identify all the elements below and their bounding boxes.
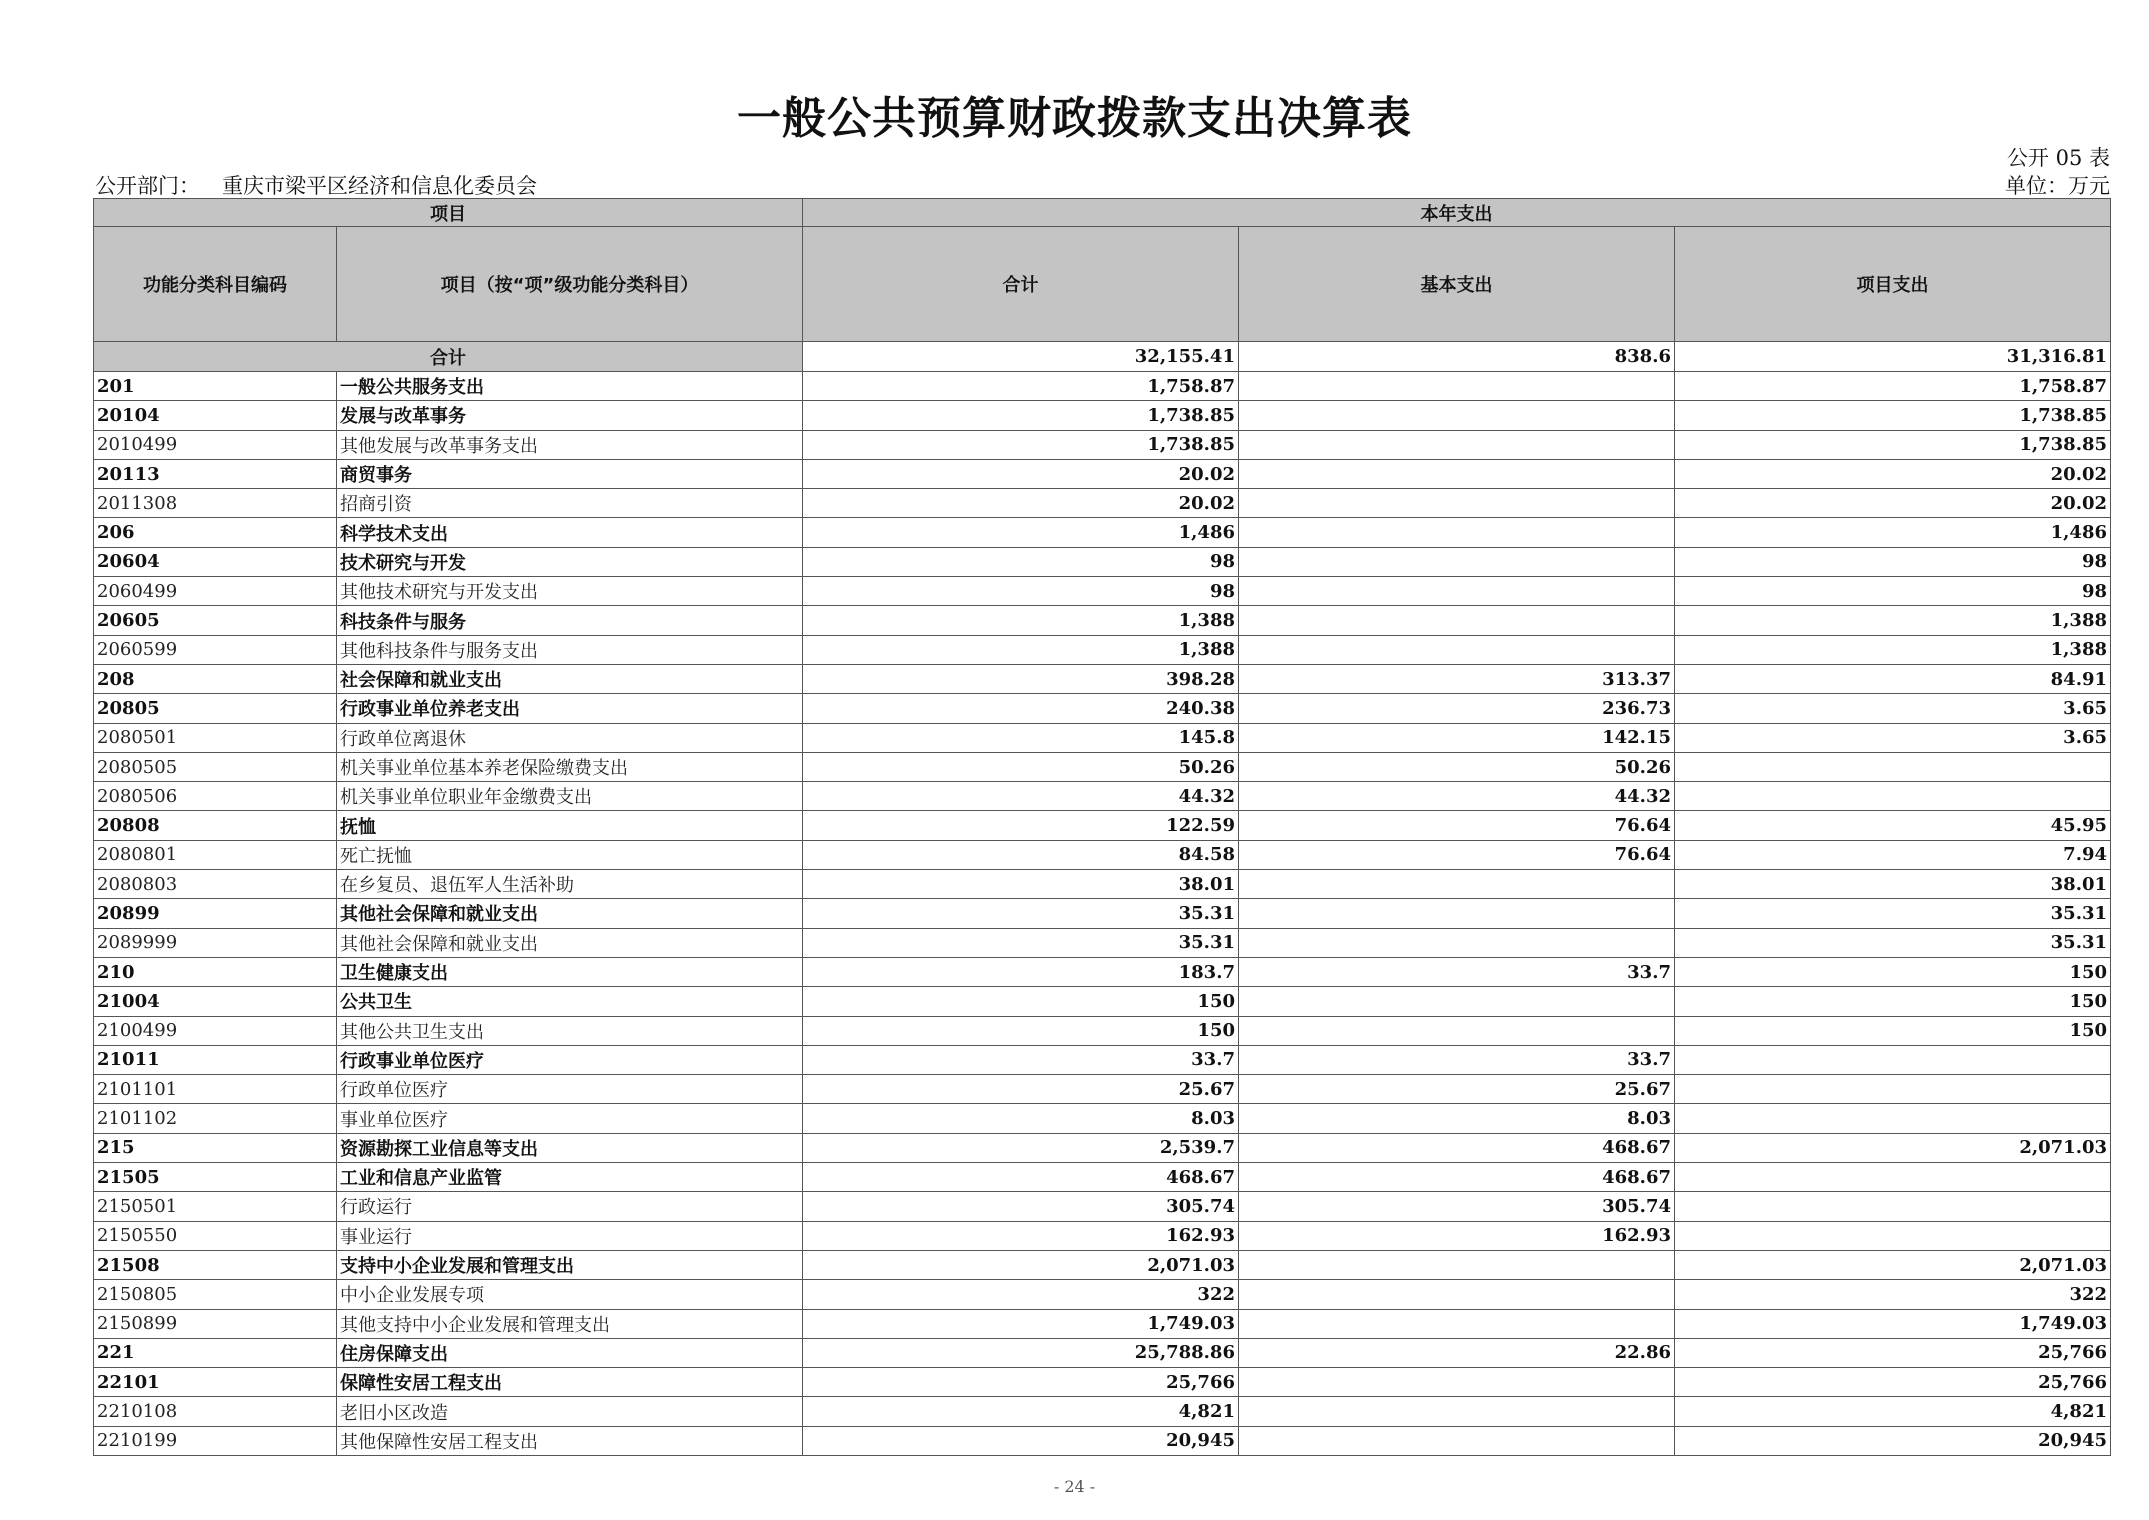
total-cell: 98 [803, 547, 1239, 576]
table-row [94, 782, 2111, 811]
header-total: 合计 [803, 227, 1239, 342]
basic-cell: 76.64 [1239, 811, 1675, 840]
project-cell: 45.95 [1675, 811, 2111, 840]
project-cell [1675, 782, 2111, 811]
total-cell: 98 [803, 577, 1239, 606]
basic-cell: 33.7 [1239, 1045, 1675, 1074]
header-basic: 基本支出 [1239, 227, 1675, 342]
project-cell: 1,738.85 [1675, 430, 2111, 459]
project-cell [1675, 1221, 2111, 1250]
department-name: 重庆市梁平区经济和信息化委员会 [222, 174, 537, 198]
name-cell: 行政单位医疗 [337, 1075, 803, 1104]
basic-cell: 236.73 [1239, 694, 1675, 723]
table-row [94, 1426, 2111, 1455]
project-cell: 1,749.03 [1675, 1309, 2111, 1338]
code-cell: 2080803 [94, 870, 337, 899]
total-cell: 1,388 [803, 606, 1239, 635]
total-cell: 398.28 [803, 664, 1239, 693]
code-cell: 2150550 [94, 1221, 337, 1250]
name-cell: 住房保障支出 [337, 1338, 803, 1367]
total-cell: 305.74 [803, 1192, 1239, 1221]
project-cell: 20.02 [1675, 489, 2111, 518]
code-cell: 20113 [94, 459, 337, 488]
name-cell: 其他支持中小企业发展和管理支出 [337, 1309, 803, 1338]
name-cell: 行政运行 [337, 1192, 803, 1221]
total-cell: 50.26 [803, 752, 1239, 781]
project-cell: 150 [1675, 987, 2111, 1016]
basic-cell [1239, 430, 1675, 459]
name-cell: 商贸事务 [337, 459, 803, 488]
project-cell: 20,945 [1675, 1426, 2111, 1455]
code-cell: 2011308 [94, 489, 337, 518]
project-cell: 1,388 [1675, 606, 2111, 635]
basic-cell [1239, 547, 1675, 576]
table-row [94, 1397, 2111, 1426]
department-label: 公开部门： [95, 174, 200, 198]
table-row [94, 1133, 2111, 1162]
code-cell: 2210199 [94, 1426, 337, 1455]
table-row [94, 635, 2111, 664]
total-cell: 468.67 [803, 1163, 1239, 1192]
total-cell: 25.67 [803, 1075, 1239, 1104]
header-project: 项目支出 [1675, 227, 2111, 342]
basic-cell: 305.74 [1239, 1192, 1675, 1221]
total-cell: 122.59 [803, 811, 1239, 840]
code-cell: 2089999 [94, 928, 337, 957]
total-cell: 84.58 [803, 840, 1239, 869]
total-cell: 1,758.87 [803, 372, 1239, 401]
code-cell: 2080801 [94, 840, 337, 869]
project-cell: 1,738.85 [1675, 401, 2111, 430]
header-code: 功能分类科目编码 [94, 227, 337, 342]
basic-cell: 33.7 [1239, 957, 1675, 986]
project-cell: 20.02 [1675, 459, 2111, 488]
basic-cell: 8.03 [1239, 1104, 1675, 1133]
project-cell: 84.91 [1675, 664, 2111, 693]
name-cell: 老旧小区改造 [337, 1397, 803, 1426]
table-row [94, 1163, 2111, 1192]
name-cell: 机关事业单位基本养老保险缴费支出 [337, 752, 803, 781]
name-cell: 其他科技条件与服务支出 [337, 635, 803, 664]
table-row [94, 664, 2111, 693]
code-cell: 21505 [94, 1163, 337, 1192]
code-cell: 215 [94, 1133, 337, 1162]
code-cell: 2101101 [94, 1075, 337, 1104]
header-item: 项目 [94, 199, 803, 227]
total-cell: 4,821 [803, 1397, 1239, 1426]
table-row [94, 606, 2111, 635]
name-cell: 保障性安居工程支出 [337, 1368, 803, 1397]
project-cell: 25,766 [1675, 1338, 2111, 1367]
basic-cell [1239, 1368, 1675, 1397]
project-cell: 1,388 [1675, 635, 2111, 664]
name-cell: 科学技术支出 [337, 518, 803, 547]
code-cell: 2150805 [94, 1280, 337, 1309]
project-cell: 150 [1675, 957, 2111, 986]
total-cell: 1,738.85 [803, 401, 1239, 430]
code-cell: 2060499 [94, 577, 337, 606]
project-cell: 1,758.87 [1675, 372, 2111, 401]
project-cell: 98 [1675, 547, 2111, 576]
total-label: 合计 [94, 342, 803, 372]
project-cell [1675, 1045, 2111, 1074]
name-cell: 在乡复员、退伍军人生活补助 [337, 870, 803, 899]
code-cell: 208 [94, 664, 337, 693]
project-cell: 3.65 [1675, 723, 2111, 752]
name-cell: 发展与改革事务 [337, 401, 803, 430]
basic-cell [1239, 870, 1675, 899]
total-cell: 2,539.7 [803, 1133, 1239, 1162]
project-cell: 322 [1675, 1280, 2111, 1309]
name-cell: 公共卫生 [337, 987, 803, 1016]
basic-cell: 162.93 [1239, 1221, 1675, 1250]
total-cell: 20,945 [803, 1426, 1239, 1455]
project-cell: 35.31 [1675, 899, 2111, 928]
table-row [94, 1250, 2111, 1279]
name-cell: 死亡抚恤 [337, 840, 803, 869]
basic-cell [1239, 518, 1675, 547]
total-cell: 25,788.86 [803, 1338, 1239, 1367]
basic-cell: 468.67 [1239, 1163, 1675, 1192]
name-cell: 资源勘探工业信息等支出 [337, 1133, 803, 1162]
code-cell: 20605 [94, 606, 337, 635]
code-cell: 2080505 [94, 752, 337, 781]
code-cell: 2101102 [94, 1104, 337, 1133]
total-cell: 1,738.85 [803, 430, 1239, 459]
project-cell [1675, 1192, 2111, 1221]
basic-cell [1239, 899, 1675, 928]
table-row [94, 518, 2111, 547]
code-cell: 2150501 [94, 1192, 337, 1221]
code-cell: 21004 [94, 987, 337, 1016]
table-body [94, 372, 2111, 1456]
total-cell: 183.7 [803, 957, 1239, 986]
code-cell: 21508 [94, 1250, 337, 1279]
total-cell: 33.7 [803, 1045, 1239, 1074]
table-row [94, 430, 2111, 459]
total-cell: 162.93 [803, 1221, 1239, 1250]
code-cell: 221 [94, 1338, 337, 1367]
project-cell [1675, 1104, 2111, 1133]
name-cell: 其他社会保障和就业支出 [337, 928, 803, 957]
table-row [94, 401, 2111, 430]
table-row [94, 870, 2111, 899]
page-number: - 24 - [1053, 1477, 1096, 1496]
table-row [94, 547, 2111, 576]
basic-cell: 22.86 [1239, 1338, 1675, 1367]
total-cell: 240.38 [803, 694, 1239, 723]
project-cell: 1,486 [1675, 518, 2111, 547]
code-cell: 2100499 [94, 1016, 337, 1045]
table-row [94, 987, 2111, 1016]
basic-cell [1239, 577, 1675, 606]
name-cell: 其他公共卫生支出 [337, 1016, 803, 1045]
basic-cell: 468.67 [1239, 1133, 1675, 1162]
name-cell: 行政事业单位医疗 [337, 1045, 803, 1074]
basic-cell [1239, 1250, 1675, 1279]
name-cell: 中小企业发展专项 [337, 1280, 803, 1309]
basic-cell: 76.64 [1239, 840, 1675, 869]
code-cell: 20604 [94, 547, 337, 576]
project-cell: 35.31 [1675, 928, 2111, 957]
name-cell: 工业和信息产业监管 [337, 1163, 803, 1192]
table-number: 公开 05 表 [2006, 146, 2110, 170]
code-cell: 2150899 [94, 1309, 337, 1338]
basic-cell [1239, 1426, 1675, 1455]
basic-cell [1239, 606, 1675, 635]
total-cell: 1,749.03 [803, 1309, 1239, 1338]
table-row [94, 694, 2111, 723]
table-row [94, 840, 2111, 869]
table-row [94, 928, 2111, 957]
name-cell: 机关事业单位职业年金缴费支出 [337, 782, 803, 811]
header-current-year: 本年支出 [803, 199, 2111, 227]
basic-cell [1239, 489, 1675, 518]
name-cell: 行政单位离退休 [337, 723, 803, 752]
total-cell: 20.02 [803, 459, 1239, 488]
basic-cell [1239, 1280, 1675, 1309]
basic-cell: 50.26 [1239, 752, 1675, 781]
total-cell: 2,071.03 [803, 1250, 1239, 1279]
name-cell: 抚恤 [337, 811, 803, 840]
basic-cell [1239, 1397, 1675, 1426]
total-cell: 1,486 [803, 518, 1239, 547]
document-title: 一般公共预算财政拨款支出决算表 [737, 93, 1412, 144]
table-row [94, 459, 2111, 488]
basic-cell [1239, 928, 1675, 957]
total-cell: 35.31 [803, 899, 1239, 928]
table-row [94, 723, 2111, 752]
basic-cell [1239, 635, 1675, 664]
table-row [94, 1338, 2111, 1367]
table-row [94, 1045, 2111, 1074]
table-row [94, 1016, 2111, 1045]
name-cell: 科技条件与服务 [337, 606, 803, 635]
table-row [94, 957, 2111, 986]
project-cell [1675, 752, 2111, 781]
code-cell: 2060599 [94, 635, 337, 664]
total-cell: 20.02 [803, 489, 1239, 518]
table-row [94, 1368, 2111, 1397]
name-cell: 一般公共服务支出 [337, 372, 803, 401]
code-cell: 206 [94, 518, 337, 547]
code-cell: 210 [94, 957, 337, 986]
name-cell: 技术研究与开发 [337, 547, 803, 576]
total-cell: 8.03 [803, 1104, 1239, 1133]
table-row [94, 1192, 2111, 1221]
project-cell: 3.65 [1675, 694, 2111, 723]
table-row [94, 1221, 2111, 1250]
basic-cell [1239, 401, 1675, 430]
code-cell: 2010499 [94, 430, 337, 459]
name-cell: 其他社会保障和就业支出 [337, 899, 803, 928]
project-cell: 98 [1675, 577, 2111, 606]
code-cell: 2080501 [94, 723, 337, 752]
code-cell: 2210108 [94, 1397, 337, 1426]
table-row [94, 1075, 2111, 1104]
expenditure-table [93, 198, 2111, 1456]
total-cell: 322 [803, 1280, 1239, 1309]
code-cell: 20808 [94, 811, 337, 840]
project-cell [1675, 1075, 2111, 1104]
project-cell [1675, 1163, 2111, 1192]
code-cell: 2080506 [94, 782, 337, 811]
project-cell: 2,071.03 [1675, 1133, 2111, 1162]
table-row [94, 1280, 2111, 1309]
project-cell: 25,766 [1675, 1368, 2111, 1397]
table-row [94, 489, 2111, 518]
table-row [94, 899, 2111, 928]
code-cell: 20899 [94, 899, 337, 928]
code-cell: 20805 [94, 694, 337, 723]
table-row [94, 1309, 2111, 1338]
basic-cell [1239, 372, 1675, 401]
project-cell: 4,821 [1675, 1397, 2111, 1426]
basic-cell [1239, 1309, 1675, 1338]
project-cell: 150 [1675, 1016, 2111, 1045]
name-cell: 行政事业单位养老支出 [337, 694, 803, 723]
code-cell: 21011 [94, 1045, 337, 1074]
basic-cell: 313.37 [1239, 664, 1675, 693]
total-cell: 44.32 [803, 782, 1239, 811]
code-cell: 20104 [94, 401, 337, 430]
code-cell: 22101 [94, 1368, 337, 1397]
unit-label: 单位：万元 [2005, 174, 2110, 198]
table-row [94, 372, 2111, 401]
basic-cell: 25.67 [1239, 1075, 1675, 1104]
name-cell: 事业运行 [337, 1221, 803, 1250]
code-cell: 201 [94, 372, 337, 401]
header-name: 项目（按“项”级功能分类科目） [337, 227, 803, 342]
total-sum: 32,155.41 [803, 342, 1239, 372]
basic-cell [1239, 459, 1675, 488]
total-cell: 1,388 [803, 635, 1239, 664]
total-cell: 25,766 [803, 1368, 1239, 1397]
total-cell: 145.8 [803, 723, 1239, 752]
name-cell: 社会保障和就业支出 [337, 664, 803, 693]
total-project: 31,316.81 [1675, 342, 2111, 372]
total-cell: 150 [803, 1016, 1239, 1045]
basic-cell [1239, 1016, 1675, 1045]
project-cell: 2,071.03 [1675, 1250, 2111, 1279]
basic-cell: 44.32 [1239, 782, 1675, 811]
table-row [94, 811, 2111, 840]
basic-cell: 142.15 [1239, 723, 1675, 752]
name-cell: 其他技术研究与开发支出 [337, 577, 803, 606]
total-cell: 38.01 [803, 870, 1239, 899]
project-cell: 7.94 [1675, 840, 2111, 869]
name-cell: 其他保障性安居工程支出 [337, 1426, 803, 1455]
name-cell: 卫生健康支出 [337, 957, 803, 986]
name-cell: 其他发展与改革事务支出 [337, 430, 803, 459]
total-cell: 35.31 [803, 928, 1239, 957]
total-cell: 150 [803, 987, 1239, 1016]
basic-cell [1239, 987, 1675, 1016]
department-line [95, 170, 537, 200]
total-basic: 838.6 [1239, 342, 1675, 372]
project-cell: 38.01 [1675, 870, 2111, 899]
table-row [94, 577, 2111, 606]
table-row [94, 1104, 2111, 1133]
name-cell: 招商引资 [337, 489, 803, 518]
table-row [94, 752, 2111, 781]
name-cell: 支持中小企业发展和管理支出 [337, 1250, 803, 1279]
name-cell: 事业单位医疗 [337, 1104, 803, 1133]
